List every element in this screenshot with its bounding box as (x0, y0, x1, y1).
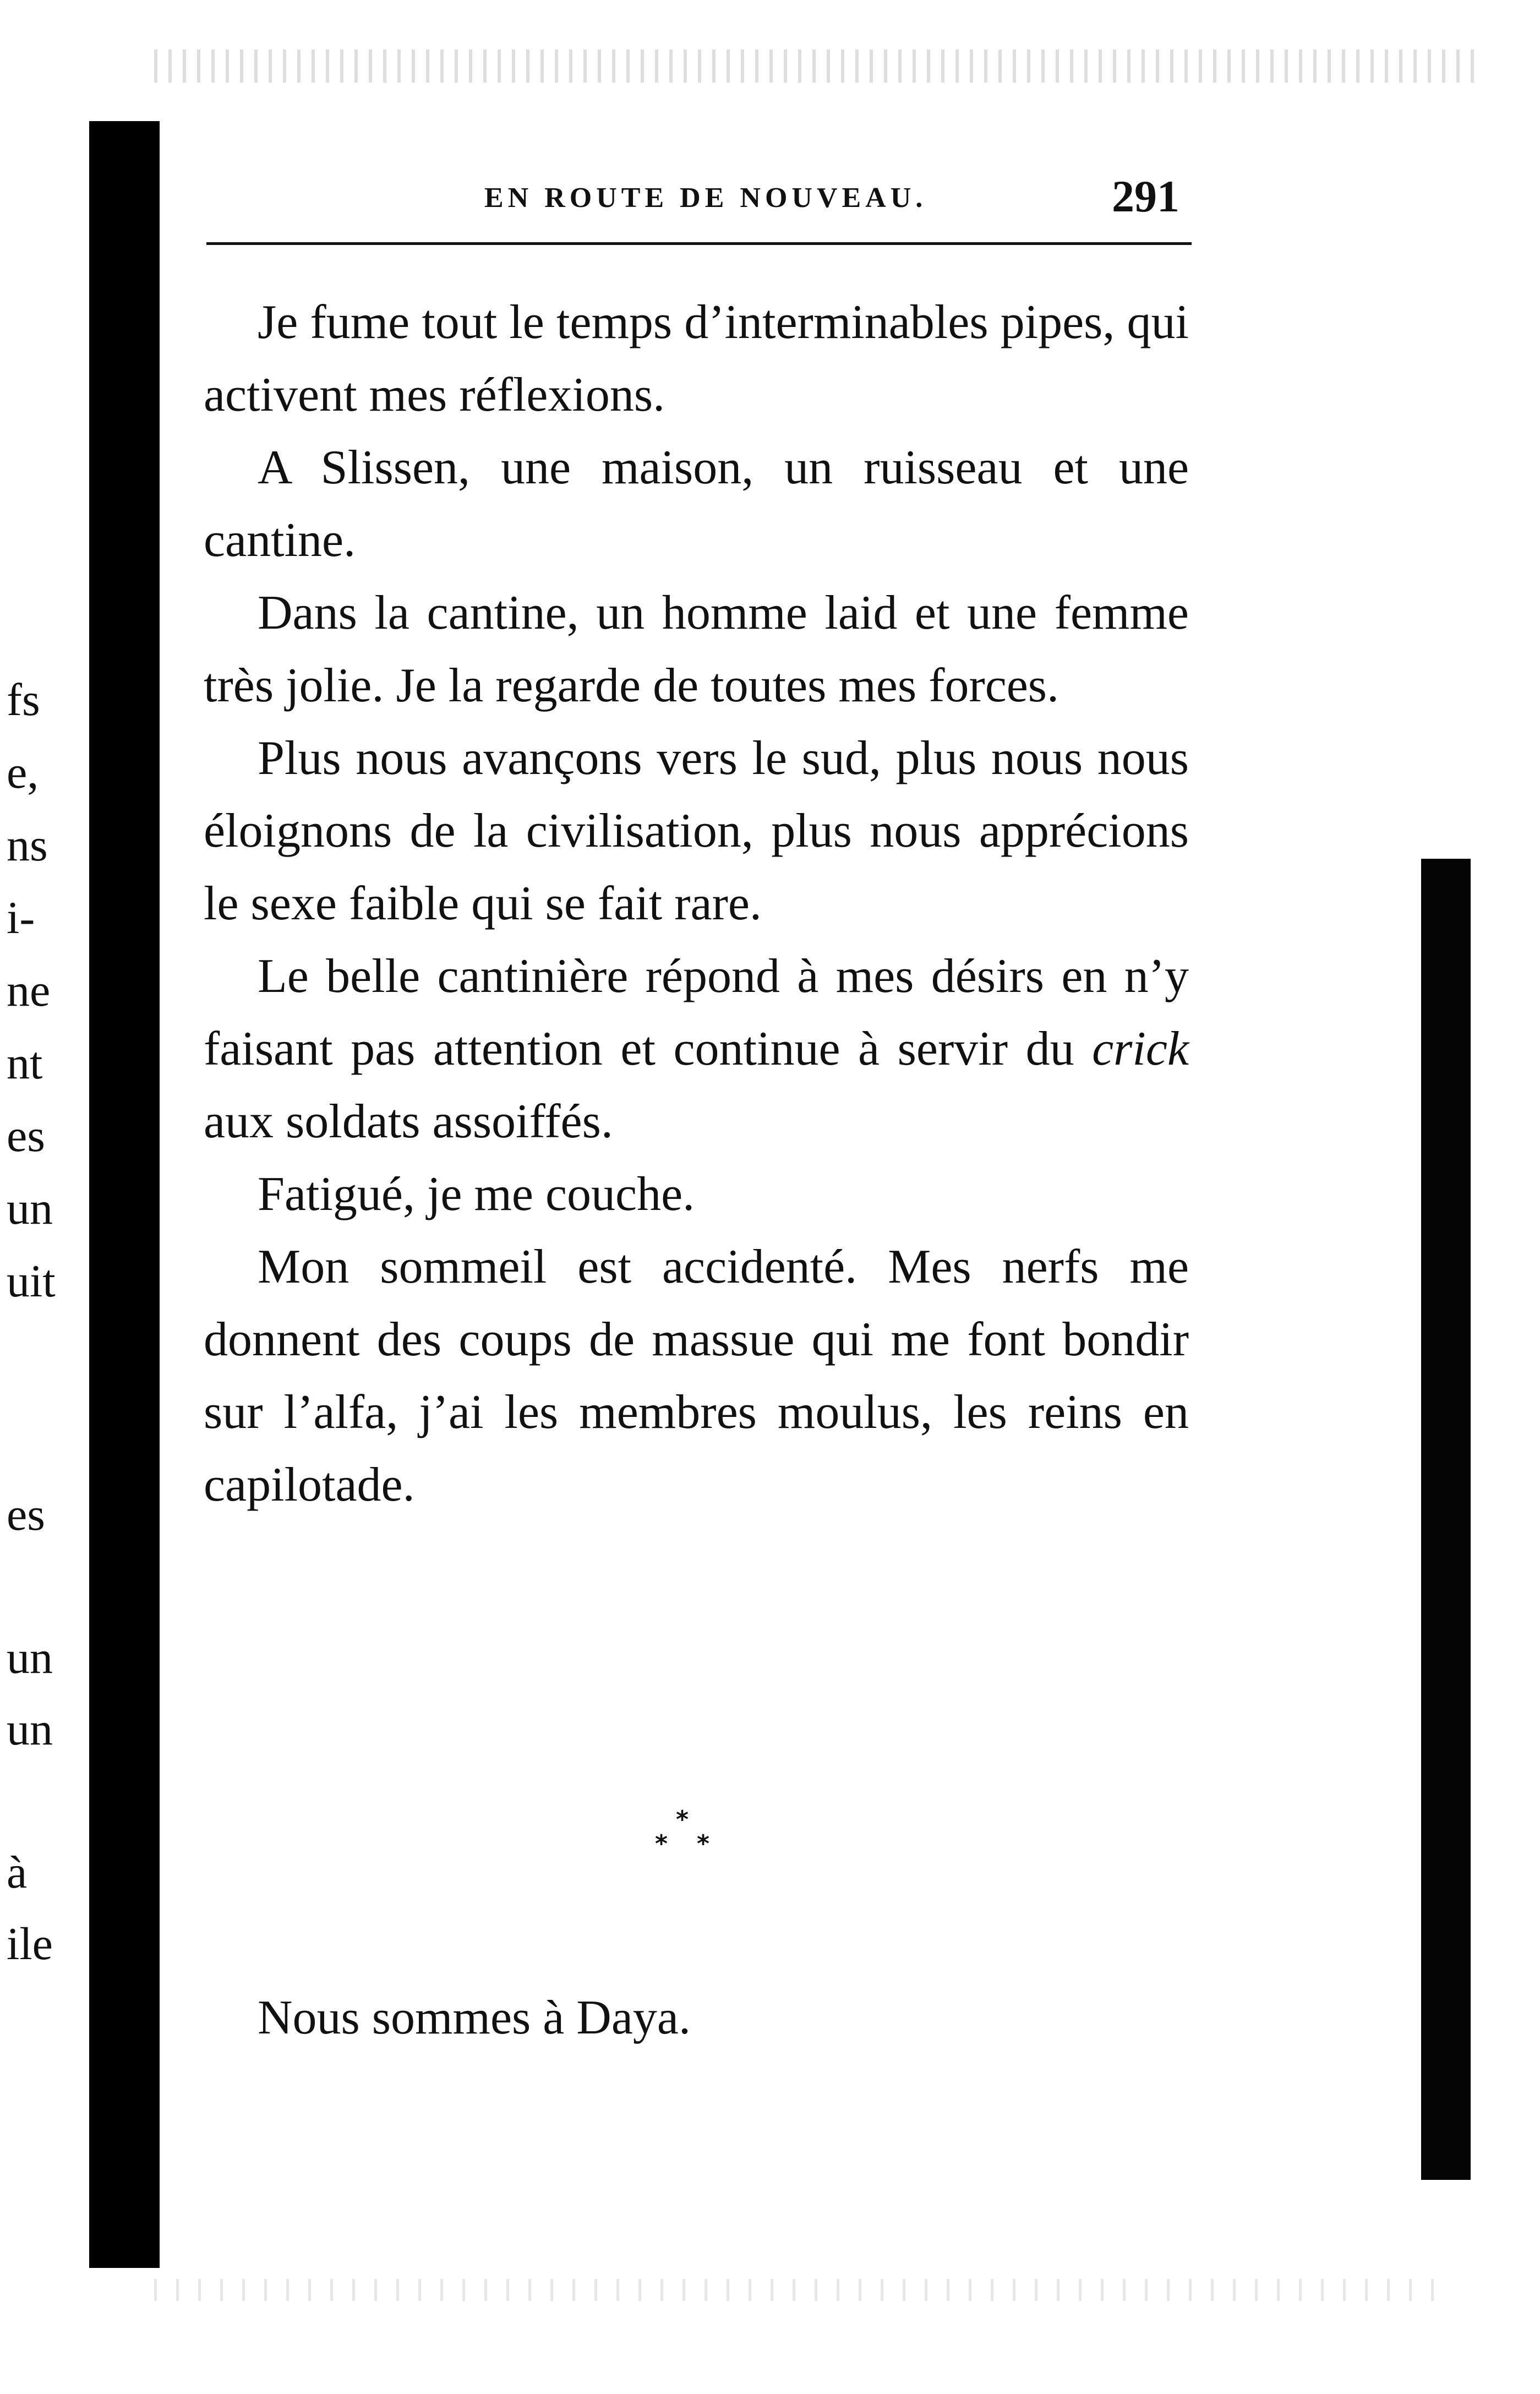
asterism-star: * (655, 1830, 668, 1858)
header-rule (206, 242, 1192, 245)
paragraph-text-before: Le belle cantinière répond à mes désirs en n’y faisant pas attention et continue à servir du (204, 950, 1189, 1076)
facing-page-fragment: un (7, 1632, 53, 1683)
paragraph: Fatigué, je me couche. (258, 1168, 695, 1221)
facing-page-fragment: ne (7, 965, 51, 1016)
scan-edge-shadow-right (1421, 859, 1471, 2180)
facing-page-fragment: es (7, 1489, 45, 1540)
facing-page-fragment: uit (7, 1256, 56, 1307)
asterism-star: * (697, 1830, 710, 1858)
facing-page-fragment: es (7, 1110, 45, 1161)
final-line: Nous sommes à Daya. (258, 1991, 691, 2044)
paragraph: Dans la cantine, un homme laid et une femme très jolie. Je la regarde de toutes mes forces. (204, 586, 1189, 712)
asterism-star: * (676, 1806, 689, 1834)
paragraph: Mon sommeil est accidenté. Mes nerfs me donnent des coups de massue qui me font bondir sur l’alfa, j’ai les membres moulus, les reins en capilotade. (204, 1240, 1189, 1512)
facing-page-fragment: e, (7, 747, 39, 798)
scan-binding-shadow-left (89, 121, 160, 2268)
scan-noise-bottom (154, 2279, 1448, 2301)
section-separator (655, 1806, 721, 1872)
paragraph: Plus nous avançons vers le sud, plus nous nous éloignons de la civilisation, plus nous apprécions le sexe faible qui se fait rare. (204, 732, 1189, 930)
facing-page-fragment: ns (7, 820, 48, 871)
facing-page-fragment: à (7, 1847, 28, 1898)
facing-page-fragment: i- (7, 892, 35, 944)
running-title: EN ROUTE DE NOUVEAU. (484, 182, 927, 214)
facing-page-fragment: un (7, 1704, 53, 1755)
paragraph: A Slissen, une maison, un ruisseau et une cantine. (204, 441, 1189, 567)
body-text (204, 286, 1189, 1522)
facing-page-fragment: fs (7, 674, 40, 726)
facing-page-fragment: un (7, 1183, 53, 1234)
page-number: 291 (1112, 171, 1179, 221)
paragraph-with-italic (204, 940, 1189, 1158)
paragraph: Je fume tout le temps d’interminables pipes, qui activent mes réflexions. (204, 296, 1189, 422)
scan-noise-top (154, 50, 1475, 83)
italic-word: crick (1092, 1022, 1189, 1076)
facing-page-fragment: nt (7, 1038, 43, 1089)
facing-page-fragment: ile (7, 1918, 53, 1970)
paragraph-text-after: aux soldats assoiffés. (204, 1095, 613, 1148)
